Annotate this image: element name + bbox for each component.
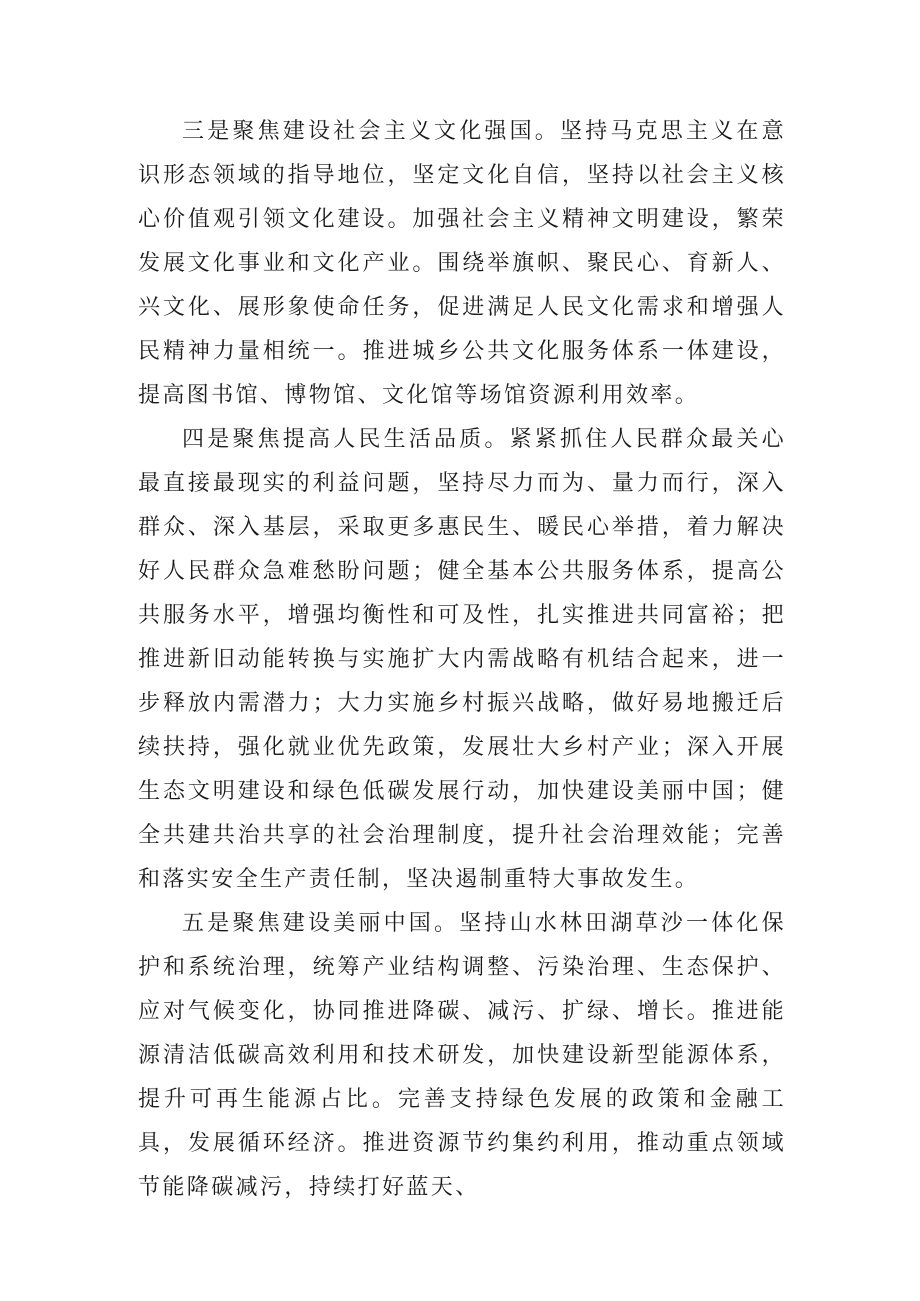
paragraph-culture: 三是聚焦建设社会主义文化强国。坚持马克思主义在意识形态领域的指导地位，坚定文化自信，坚持以社会主义核心价值观引领文化建设。加强社会主义精神文明建设，繁荣发展文化事业和文化产业。围绕举旗帜、聚民心、育新人、兴文化、展形象使命任务，促进满足人民文化需求和增强人民精神力量相统一。推进城乡公共文化服务体系一体建设，提高图书馆、博物馆、文化馆等场馆资源利用效率。: [138, 119, 786, 408]
paragraph-livelihood: 四是聚焦提高人民生活品质。紧紧抓住人民群众最关心最直接最现实的利益问题，坚持尽力而为、量力而行，深入群众、深入基层，采取更多惠民生、暖民心举措，着力解决好人民群众急难愁盼问题；健全基本公共服务体系，提高公共服务水平，增强均衡性和可及性，扎实推进共同富裕；把推进新旧动能转换与实施扩大内需战略有机结合起来，进一步释放内需潜力；大力实施乡村振兴战略，做好易地搬迁后续扶持，强化就业优先政策，发展壮大乡村产业；深入开展生态文明建设和绿色低碳发展行动，加快建设美丽中国；健全共建共治共享的社会治理制度，提升社会治理效能；完善和落实安全生产责任制，坚决遏制重特大事故发生。: [138, 427, 786, 892]
paragraph-ecology: 五是聚焦建设美丽中国。坚持山水林田湖草沙一体化保护和系统治理，统筹产业结构调整、污染治理、生态保护、应对气候变化，协同推进降碳、减污、扩绿、增长。推进能源清洁低碳高效利用和技术研发，加快建设新型能源体系，提升可再生能源占比。完善支持绿色发展的政策和金融工具，发展循环经济。推进资源节约集约利用，推动重点领域节能降碳减污，持续打好蓝天、: [138, 911, 786, 1200]
document-body: [138, 110, 786, 1210]
